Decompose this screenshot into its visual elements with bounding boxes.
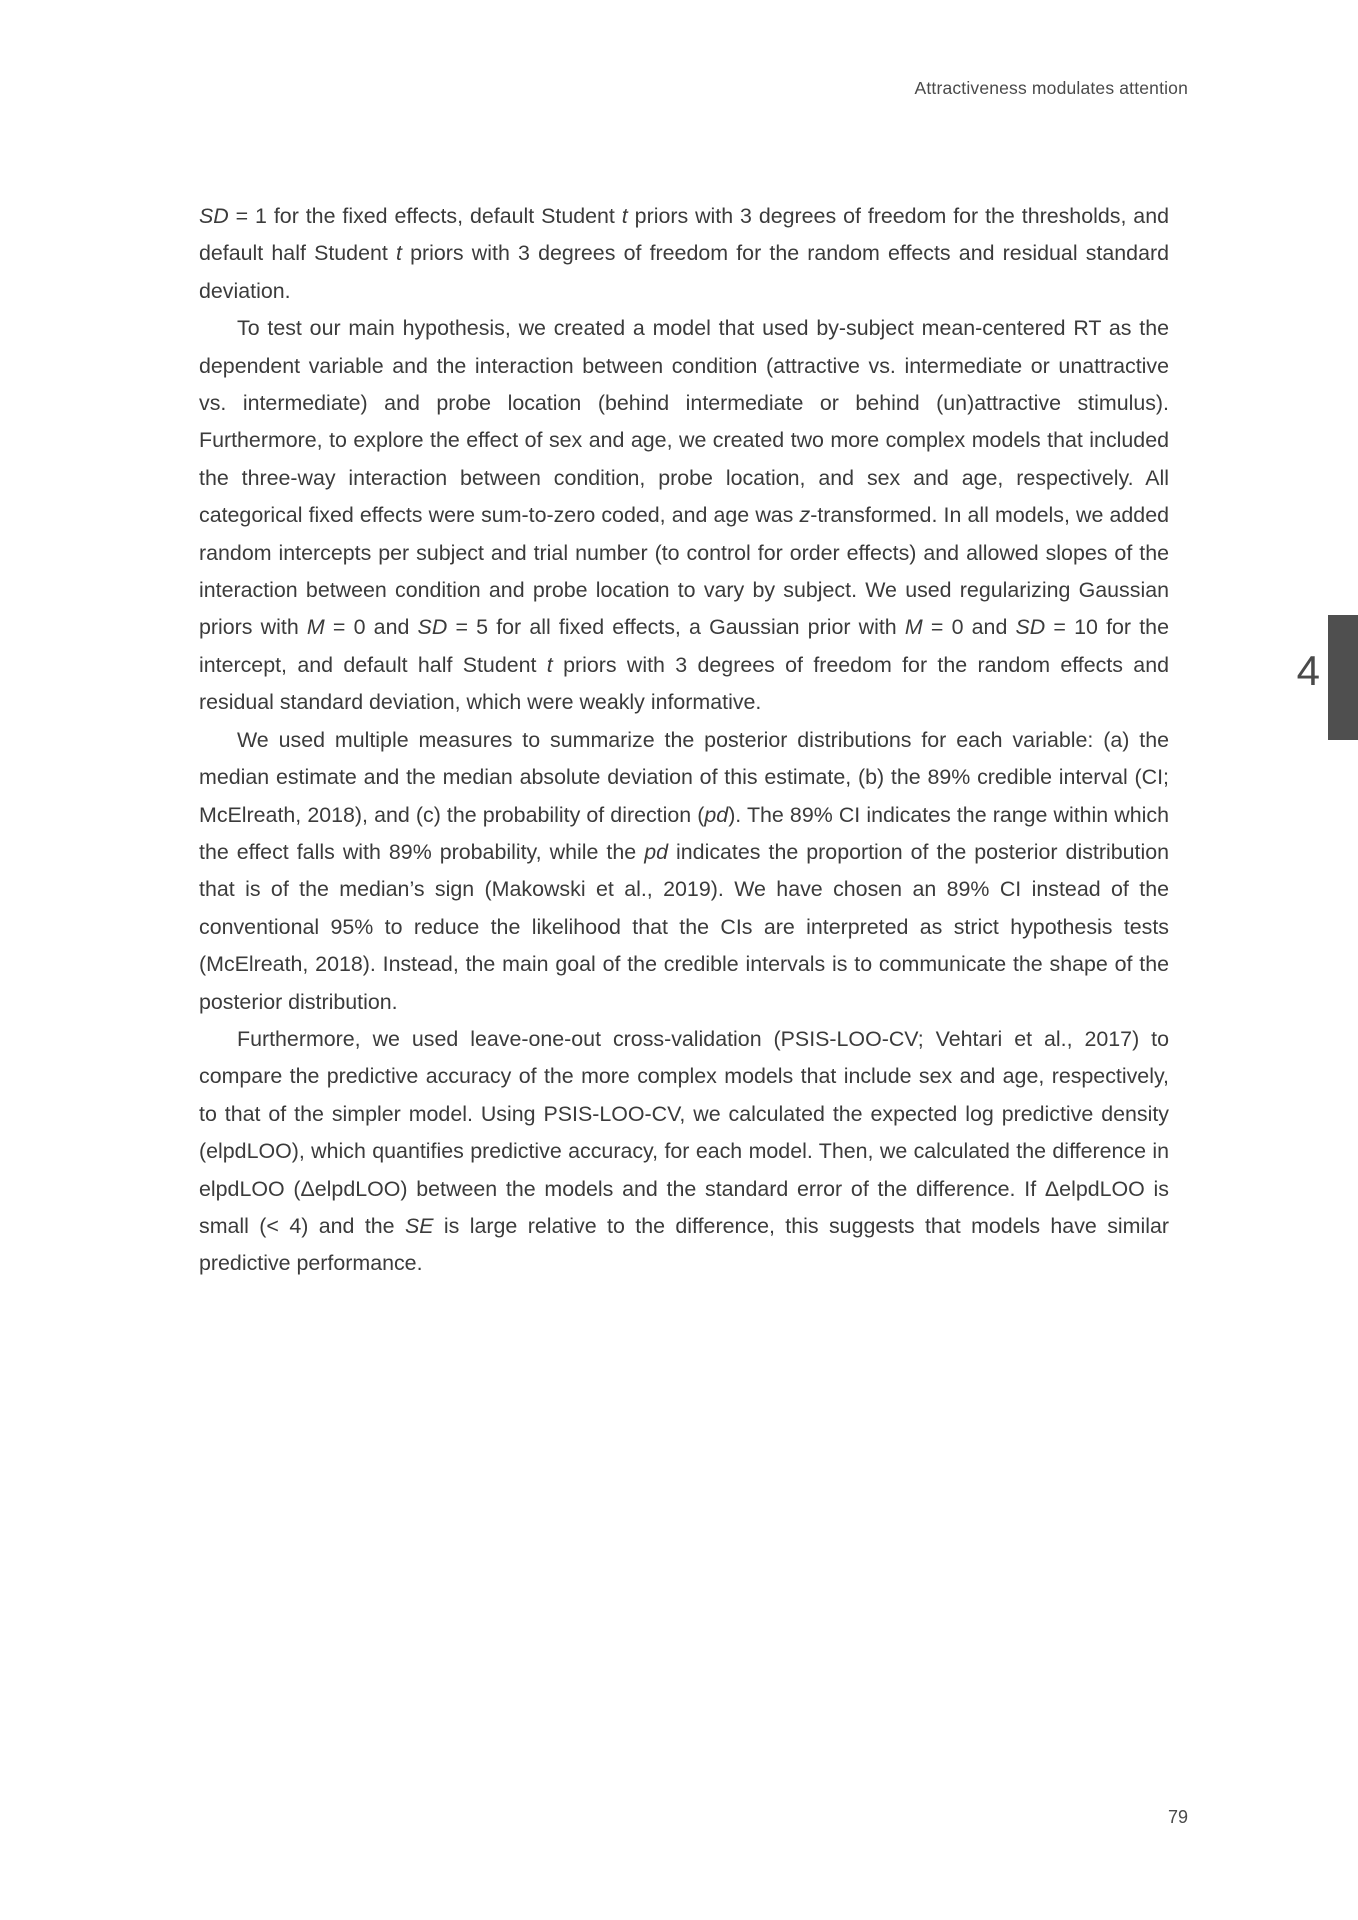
text-run: priors with 3 degrees of freedom for the thresholds, and default half Student xyxy=(199,204,1169,266)
page-number: 79 xyxy=(1167,1807,1188,1827)
chapter-number: 4 xyxy=(1296,647,1320,694)
text-run: indicates the proportion of the posterior distribution that is of the median’s sign (Makowski et al., 2019). We have chosen an 89% CI instead of the conventional 95% to reduce the likelihood that the CIs are interpreted as strict hypothesis tests (McElreath, 2018). Instead, the main goal of the credible intervals is to communicate the shape of the posterior distribution. xyxy=(199,839,1169,1014)
text-run: To test our main hypothesis, we created a model that used by-subject mean-centered RT as the dependent variable and the interaction between condition (attractive vs. intermediate or unattractive vs. intermediate) and probe location (behind intermediate or behind (un)attractive stimulus). Furthermore, to explore the effect of sex and age, we created two more complex models that included the three-way interaction between condition, probe location, and sex and age, respectively. All categorical fixed effects were sum-to-zero coded, and age was xyxy=(199,316,1169,528)
text-run: = 10 for the intercept, and default half Student xyxy=(199,615,1169,677)
emphasis-run: t xyxy=(621,204,628,228)
emphasis-run: t xyxy=(546,652,553,677)
emphasis-run: pd xyxy=(704,802,729,827)
emphasis-run: pd xyxy=(644,839,668,864)
text-run: -transformed. In all models, we added random intercepts per subject and trial number (to control for order effects) and allowed slopes of the interaction between condition and probe location to vary by subject. We used regularizing Gaussian priors with xyxy=(199,503,1169,640)
running-head: Attractiveness modulates attention xyxy=(914,78,1188,98)
text-run: = 0 and xyxy=(922,615,1016,640)
emphasis-run: SD xyxy=(417,615,448,640)
paragraph xyxy=(199,310,1169,721)
emphasis-run: z xyxy=(799,503,811,528)
emphasis-run: t xyxy=(396,241,402,266)
text-run: ). The 89% CI indicates the range within which the effect falls with 89% probability, while the xyxy=(199,802,1169,864)
text-run: = 5 for all fixed effects, a Gaussian prior with xyxy=(447,615,905,640)
paragraph xyxy=(199,198,1169,310)
text-run: Furthermore, we used leave-one-out cross-validation (PSIS-LOO-CV; Vehtari et al., 2017) to compare the predictive accuracy of the more complex models that include sex and age, respectively, to that of the simpler model. Using PSIS-LOO-CV, we calculated the expected log predictive density (elpdLOO), which quantifies predictive accuracy, for each model. Then, we calculated the difference in elpdLOO (ΔelpdLOO) between the models and the standard error of the difference. If ΔelpdLOO is small (< 4) and the xyxy=(199,1026,1169,1238)
emphasis-run: SE xyxy=(404,1213,434,1238)
emphasis-run: M xyxy=(306,615,325,640)
emphasis-run: SD xyxy=(199,204,229,228)
chapter-tab-marker xyxy=(1328,615,1358,740)
text-run: = 0 and xyxy=(324,615,418,640)
body-text-column xyxy=(199,198,1169,1283)
emphasis-run: M xyxy=(904,615,923,640)
text-run: priors with 3 degrees of freedom for the random effects and residual standard deviation, which were weakly informative. xyxy=(199,652,1169,715)
text-run: = 1 for the fixed effects, default Student xyxy=(228,204,622,228)
text-run: We used multiple measures to summarize the posterior distributions for each variable: (a) the median estimate and the median absolute deviation of this estimate, (b) the 89% credible interval (CI; McElreath, 2018), and (c) the probability of direction ( xyxy=(199,727,1169,827)
text-run: is large relative to the difference, this suggests that models have similar predictive performance. xyxy=(199,1213,1169,1276)
paragraph xyxy=(199,722,1169,1021)
emphasis-run: SD xyxy=(1015,615,1046,640)
paragraph xyxy=(199,1021,1169,1283)
text-run: priors with 3 degrees of freedom for the random effects and residual standard deviation. xyxy=(199,241,1169,303)
